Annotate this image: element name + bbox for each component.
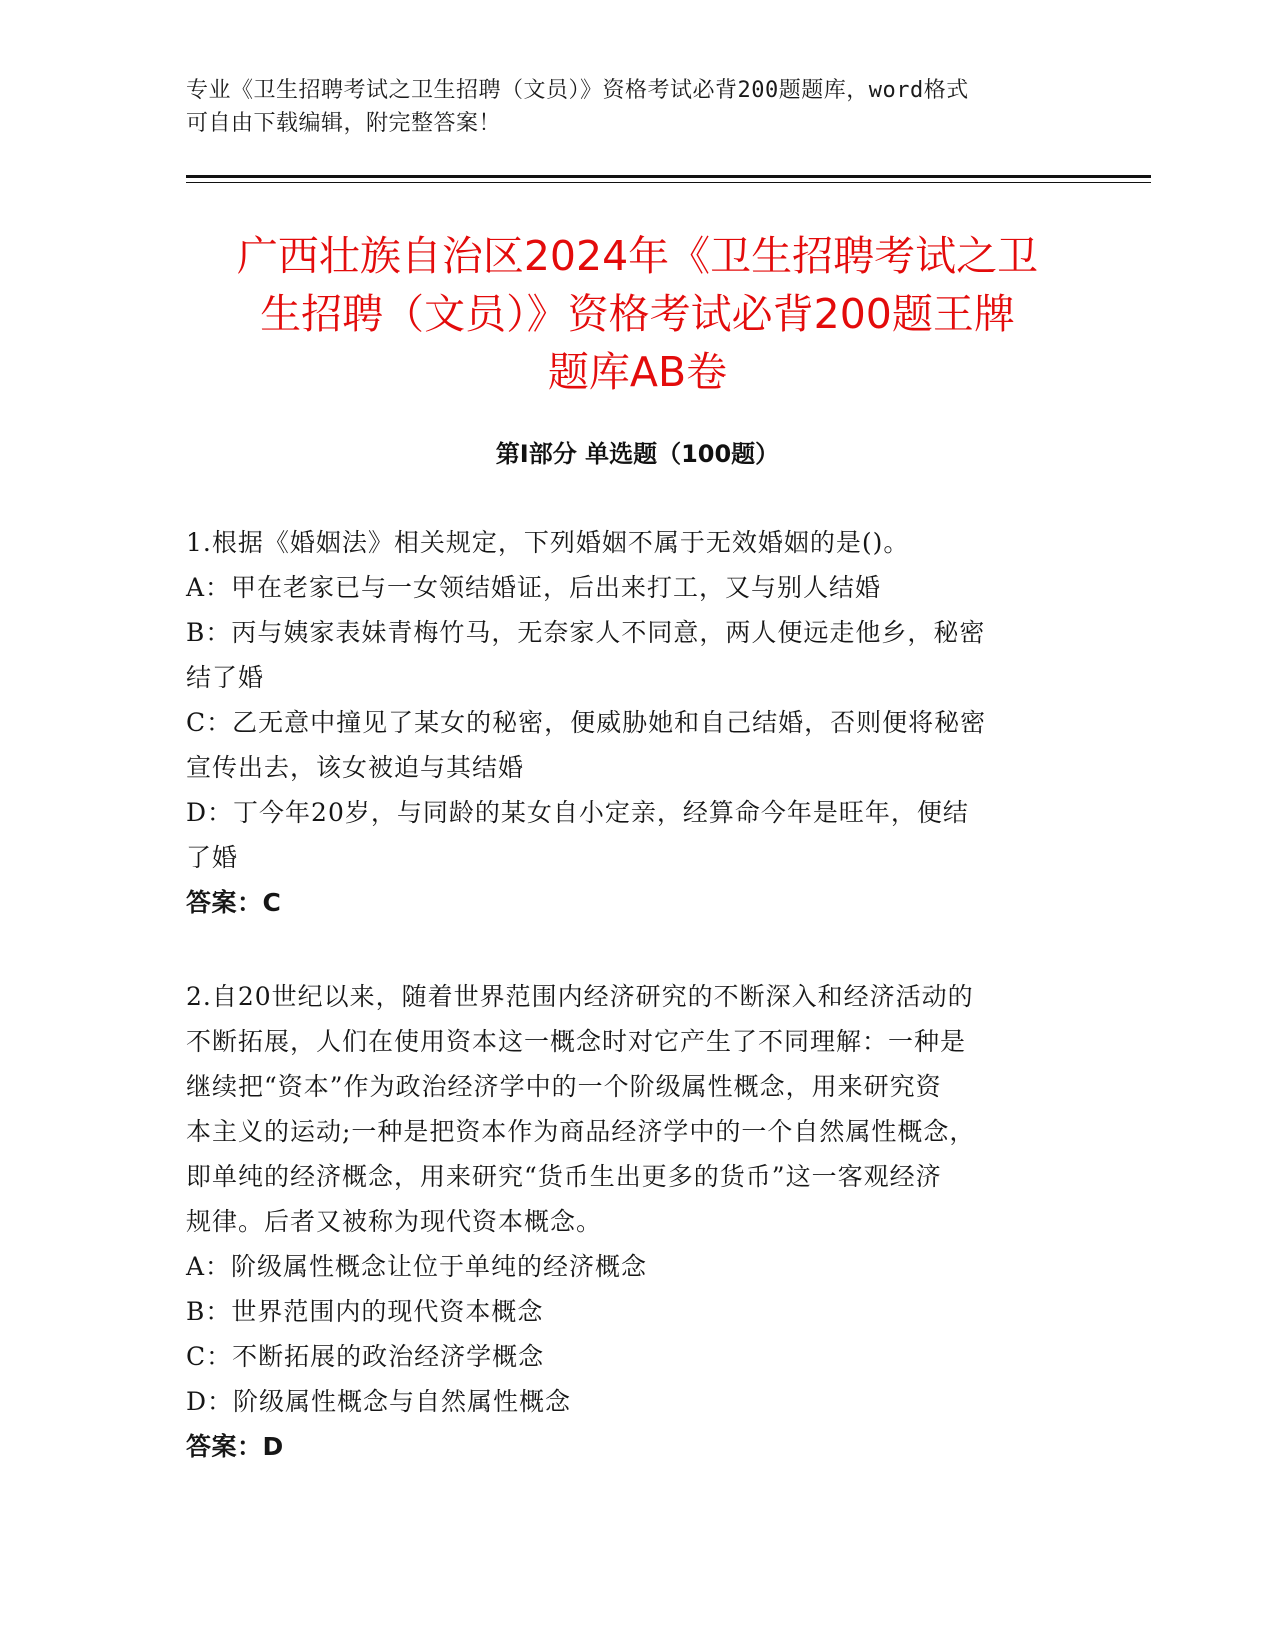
- header-divider-thin: [186, 182, 1151, 183]
- option-d: D：阶级属性概念与自然属性概念: [186, 1387, 572, 1416]
- question-block: [186, 974, 1086, 1469]
- header-note: [186, 74, 1066, 140]
- document-title-line: 生招聘（文员）》资格考试必背200题王牌: [260, 290, 1015, 338]
- header-divider-thick: [186, 175, 1151, 178]
- option-b-continued: 结了婚: [186, 663, 265, 692]
- option-a: A：阶级属性概念让位于单纯的经济概念: [186, 1252, 648, 1281]
- question-line: 即单纯的经济概念，用来研究“货币生出更多的货币”这一客观经济: [186, 1162, 942, 1191]
- document-title: [150, 227, 1125, 401]
- document-title-line: 题库AB卷: [547, 348, 728, 396]
- option-a: A：甲在老家已与一女领结婚证，后出来打工，又与别人结婚: [186, 573, 882, 602]
- question-line: 1.根据《婚姻法》相关规定，下列婚姻不属于无效婚姻的是()。: [186, 528, 910, 557]
- question-line: 2.自20世纪以来，随着世界范围内经济研究的不断深入和经济活动的: [186, 982, 974, 1011]
- option-c-continued: 宣传出去，该女被迫与其结婚: [186, 753, 525, 782]
- question-line: 不断拓展，人们在使用资本这一概念时对它产生了不同理解：一种是: [186, 1027, 967, 1056]
- option-d-continued: 了婚: [186, 843, 239, 872]
- option-c: C：不断拓展的政治经济学概念: [186, 1342, 545, 1371]
- option-c: C：乙无意中撞见了某女的秘密，便威胁她和自己结婚，否则便将秘密: [186, 708, 987, 737]
- question-block: [186, 520, 1086, 925]
- document-title-line: 广西壮族自治区2024年《卫生招聘考试之卫: [236, 232, 1039, 280]
- answer-line: 答案：C: [186, 888, 282, 917]
- section-heading: 第Ⅰ部分 单选题（100题）: [495, 440, 780, 468]
- question-line: 继续把“资本”作为政治经济学中的一个阶级属性概念，用来研究资: [186, 1072, 942, 1101]
- option-b: B：世界范围内的现代资本概念: [186, 1297, 544, 1326]
- question-line: 规律。后者又被称为现代资本概念。: [186, 1207, 603, 1236]
- option-d: D：丁今年20岁，与同龄的某女自小定亲，经算命今年是旺年，便结: [186, 798, 969, 827]
- question-line: 本主义的运动;一种是把资本作为商品经济学中的一个自然属性概念，: [186, 1117, 976, 1146]
- header-note-line: 可自由下载编辑，附完整答案！: [186, 111, 502, 136]
- answer-line: 答案：D: [186, 1432, 284, 1461]
- option-b: B：丙与姨家表妹青梅竹马，无奈家人不同意，两人便远走他乡，秘密: [186, 618, 986, 647]
- header-note-line: 专业《卫生招聘考试之卫生招聘（文员）》资格考试必背200题题库，word格式: [186, 78, 969, 103]
